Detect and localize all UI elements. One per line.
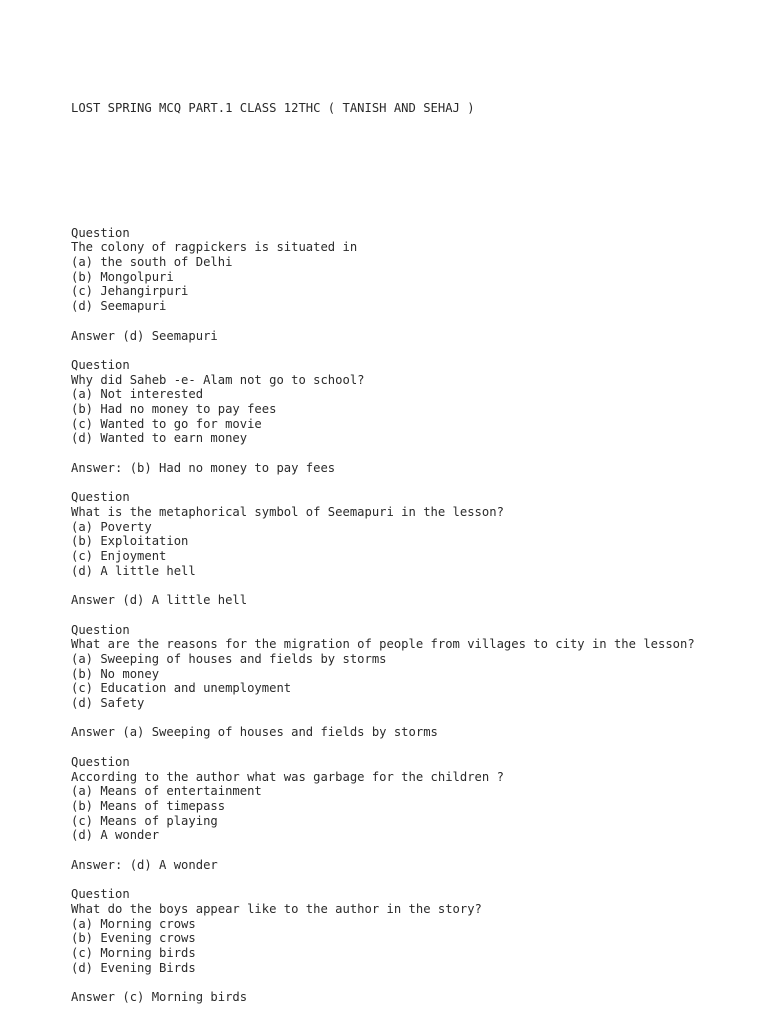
answer-option: (a) Poverty bbox=[71, 519, 152, 534]
question-heading: Question bbox=[71, 622, 130, 637]
question-block bbox=[71, 358, 731, 476]
answer-option: (d) A little hell bbox=[71, 563, 196, 578]
question-spacer bbox=[71, 872, 731, 887]
question-text: Why did Saheb -e- Alam not go to school? bbox=[71, 372, 365, 387]
question-heading: Question bbox=[71, 357, 130, 372]
correct-answer: Answer: (b) Had no money to pay fees bbox=[71, 460, 336, 475]
answer-option: (c) Means of playing bbox=[71, 813, 218, 828]
question-text: What is the metaphorical symbol of Seemapuri in the lesson? bbox=[71, 504, 504, 519]
answer-option: (d) Safety bbox=[71, 696, 145, 711]
question-block bbox=[71, 623, 731, 741]
question-spacer bbox=[71, 476, 731, 491]
answer-option: (d) Seemapuri bbox=[71, 299, 167, 314]
answer-option: (a) Morning crows bbox=[71, 916, 196, 931]
question-spacer bbox=[71, 608, 731, 623]
answer-option: (b) Mongolpuri bbox=[71, 269, 174, 284]
question-text: What are the reasons for the migration of people from villages to city in the lesson? bbox=[71, 637, 695, 652]
answer-option: (c) Morning birds bbox=[71, 945, 196, 960]
question-text: The colony of ragpickers is situated in bbox=[71, 240, 358, 255]
correct-answer: Answer: (d) A wonder bbox=[71, 857, 218, 872]
answer-option: (c) Enjoyment bbox=[71, 549, 167, 564]
correct-answer: Answer (a) Sweeping of houses and fields by storms bbox=[71, 725, 438, 740]
title-spacer bbox=[71, 146, 731, 182]
question-block bbox=[71, 226, 731, 344]
correct-answer: Answer (c) Morning birds bbox=[71, 990, 248, 1004]
answer-option: (c) Jehangirpuri bbox=[71, 284, 189, 299]
question-heading: Question bbox=[71, 887, 130, 902]
answer-option: (a) Not interested bbox=[71, 387, 204, 402]
answer-option: (b) Had no money to pay fees bbox=[71, 402, 277, 417]
answer-option: (d) A wonder bbox=[71, 828, 160, 843]
answer-option: (c) Wanted to go for movie bbox=[71, 416, 262, 431]
question-heading: Question bbox=[71, 754, 130, 769]
answer-option: (b) Exploitation bbox=[71, 534, 189, 549]
answer-option: (a) the south of Delhi bbox=[71, 255, 233, 270]
document-page bbox=[71, 72, 731, 1019]
answer-option: (b) Evening crows bbox=[71, 931, 196, 946]
correct-answer: Answer (d) Seemapuri bbox=[71, 328, 218, 343]
answer-option: (b) No money bbox=[71, 666, 160, 681]
answer-option: (c) Education and unemployment bbox=[71, 681, 292, 696]
question-block bbox=[71, 755, 731, 873]
question-block bbox=[71, 887, 731, 1005]
question-heading: Question bbox=[71, 225, 130, 240]
answer-option: (b) Means of timepass bbox=[71, 798, 226, 813]
answer-option: (a) Means of entertainment bbox=[71, 784, 262, 799]
question-spacer bbox=[71, 740, 731, 755]
question-spacer bbox=[71, 343, 731, 358]
answer-option: (d) Evening Birds bbox=[71, 960, 196, 975]
question-text: What do the boys appear like to the author in the story? bbox=[71, 901, 482, 916]
question-text: According to the author what was garbage for the children ? bbox=[71, 769, 504, 784]
answer-option: (a) Sweeping of houses and fields by storms bbox=[71, 651, 387, 666]
correct-answer: Answer (d) A little hell bbox=[71, 593, 248, 608]
question-heading: Question bbox=[71, 490, 130, 505]
question-list bbox=[71, 226, 731, 1005]
question-block bbox=[71, 490, 731, 608]
document-title: LOST SPRING MCQ PART.1 CLASS 12THC ( TANISH AND SEHAJ ) bbox=[71, 101, 475, 116]
answer-option: (d) Wanted to earn money bbox=[71, 431, 248, 446]
